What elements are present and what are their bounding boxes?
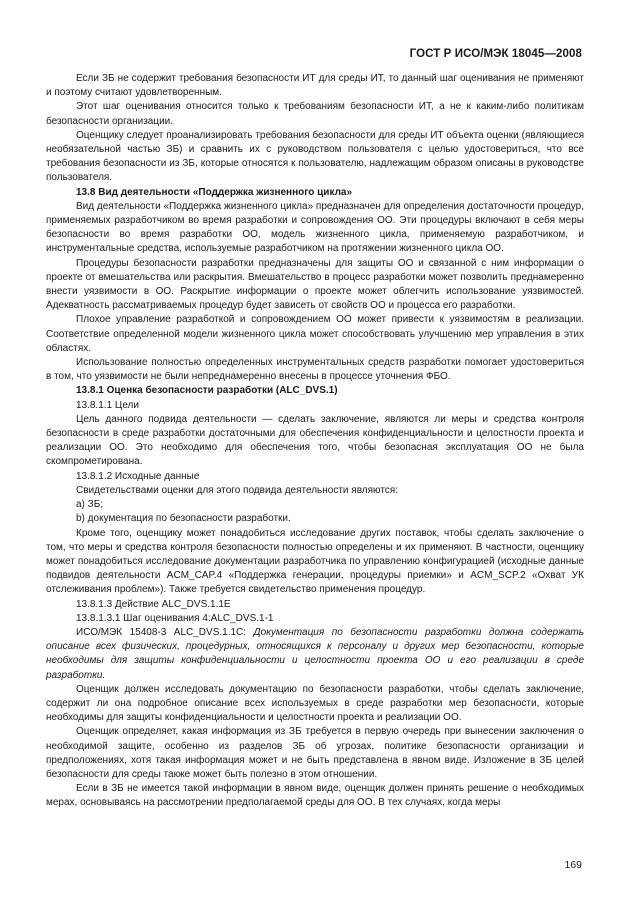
paragraph: Плохое управление разработкой и сопровождением ОО может привести к уязвимостям в реализации. Соответствие определенной модели жизненного цикла может способствовать улучшению мер управления в этих областях. [46, 314, 584, 354]
paragraph: Этот шаг оценивания относится только к требованиям безопасности ИТ, а не к каким-либо политикам безопасности организации. [46, 101, 584, 127]
paragraph: Вид деятельности «Поддержка жизненного цикла» предназначен для определения достаточности процедур, применяемых разработчиком во время разработки и сопровождения ОО. Эти процедуры включают в себя меры безопасности во время разработки ОО, модель жизненного цикла, применяемую разработчиком, и инструментальные средства, используемые разработчиком на протяжении жизненного цикла ОО. [46, 200, 584, 255]
requirement-reference: ИСО/МЭК 15408-3 ALC_DVS.1.1C: [76, 626, 254, 638]
list-item: b) документация по безопасности разработки. [76, 513, 291, 525]
paragraph: Оценщик должен исследовать документацию по безопасности разработки, чтобы сделать заключение, содержит ли она подробное описание всех используемых в среде разработки мер безопасности, которые необходимы для защиты конфиденциальности и целостности проекта и реализации ОО. [46, 683, 584, 724]
paragraph: Цель данного подвида деятельности — сделать заключение, являются ли меры и средства контроля безопасности в среде разработки достаточными для обеспечения конфиденциальности и целостности проекта и реализации ОО. Это необходимо для обеспечения того, чтобы безопасная эксплуатация ОО не была скомпрометирована. [46, 413, 584, 468]
subsection-label: 13.8.1.3 Действие ALC_DVS.1.1E [76, 598, 231, 610]
paragraph: Процедуры безопасности разработки предназначены для защиты ОО и связанной с ним информации о проекте от вмешательства или раскрытия. Вмешательство в процесс разработки может позволить преднамеренно внести уязвимости в ОО. Раскрытие информации о проекте может облегчить использование уязвимостей. Адекватность рассматриваемых процедур будет зависеть от свойств ОО и процесса его разработки. [46, 257, 584, 312]
page-number: 169 [564, 859, 582, 871]
paragraph: Кроме того, оценщику может понадобиться исследование других поставок, чтобы сделать заключение о том, что меры и средства контроля безопасности полностью определены и их применяют. В частности, оценщику может понадобиться исследование документации разработчика по управлению конфигурацией (исходные данные подвидов деятельности ACM_CAP.4 «Поддержка генерации, процедуры приемки» и ACM_SCP.2 «Охват УК отслеживания проблем»). Также требуется свидетельство применения процедур. [46, 527, 584, 596]
paragraph: Свидетельствами оценки для этого подвида деятельности являются: [76, 484, 398, 496]
document-body [46, 72, 584, 811]
standard-header: ГОСТ Р ИСО/МЭК 18045—2008 [409, 48, 582, 60]
section-heading: 13.8 Вид деятельности «Поддержка жизненного цикла» [76, 186, 353, 198]
requirement-paragraph [46, 626, 584, 683]
paragraph: Если в ЗБ не имеется такой информации в явном виде, оценщик должен принять решение о необходимых мерах, основываясь на рассмотрении предполагаемой среды для ОО. В тех случаях, когда меры [46, 783, 584, 809]
subsection-label: 13.8.1.2 Исходные данные [76, 470, 200, 482]
subsection-label: 13.8.1.3.1 Шаг оценивания 4:ALC_DVS.1-1 [76, 612, 274, 624]
paragraph: Оценщику следует проанализировать требования безопасности для среды ИТ объекта оценки (являющиеся необязательной частью ЗБ) и сравнить их с руководством пользователя с целью удостовериться, что все требования безопасности из ЗБ, которые относятся к пользователю, надлежащим образом описаны в руководстве пользователя. [46, 129, 584, 184]
subsection-label: 13.8.1.1 Цели [76, 399, 139, 411]
requirement-text: Документация по безопасности разработки должна содержать описание всех физических, процедурных, относящихся к персоналу и других мер безопасности, которые необходимы для защиты конфиденциальности и целостности проекта ОО и его реализации в среде разработки. [46, 626, 584, 681]
paragraph: Использование полностью определенных инструментальных средств разработки помогает удостовериться в том, что уязвимости не были непреднамеренно внесены в процессе уточнения ФБО. [46, 357, 584, 383]
section-heading: 13.8.1 Оценка безопасности разработки (ALC_DVS.1) [76, 385, 338, 397]
paragraph: Оценщик определяет, какая информация из ЗБ требуется в первую очередь при вынесении заключения о необходимой защите, особенно из разделов ЗБ об угрозах, политике безопасности организации и предположениях, хотя такая информация может и не быть представлена в явном виде. Изложение в ЗБ целей безопасности для среды также может быть полезно в этом отношении. [46, 726, 584, 780]
list-item: a) ЗБ; [76, 499, 104, 511]
paragraph: Если ЗБ не содержит требования безопасности ИТ для среды ИТ, то данный шаг оценивания не применяют и поэтому считают удовлетворенным. [46, 73, 584, 99]
